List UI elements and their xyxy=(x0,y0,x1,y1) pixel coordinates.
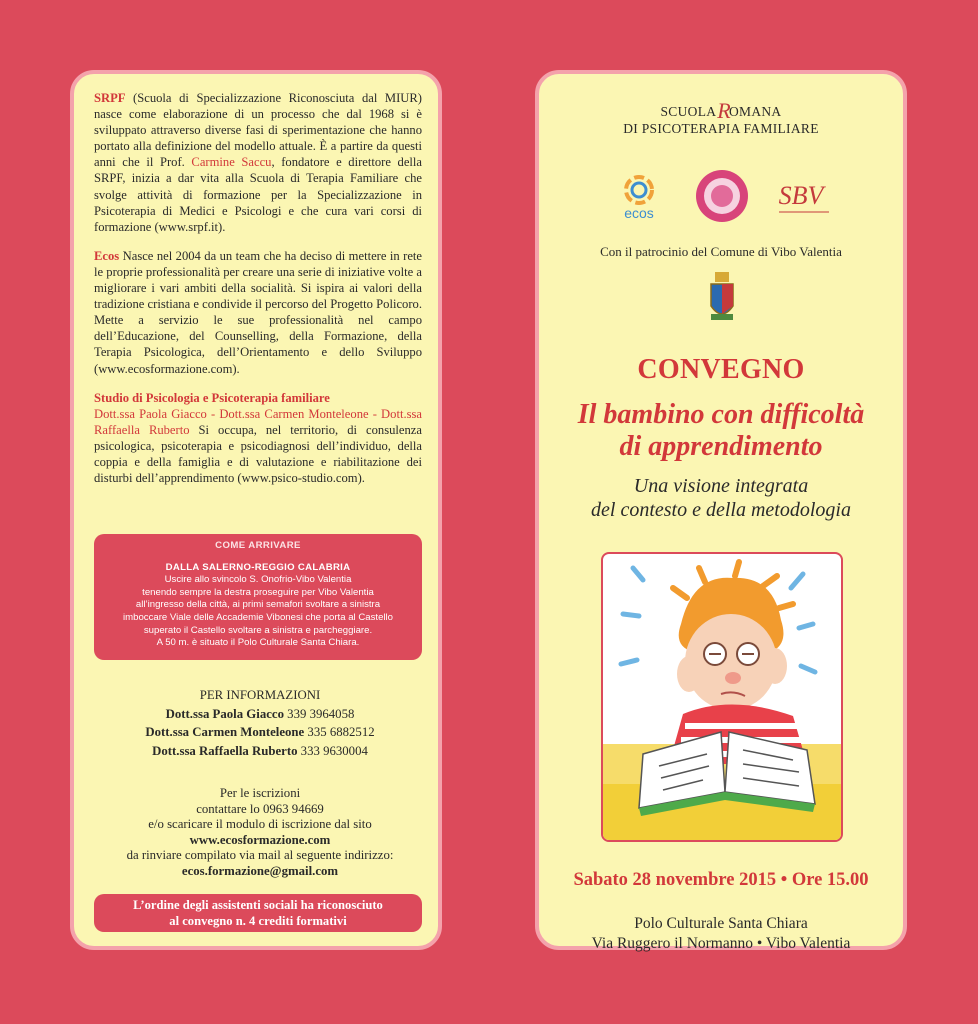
event-venue xyxy=(539,892,903,954)
registration-block xyxy=(74,786,446,879)
contact-name: Dott.ssa Carmen Monteleone xyxy=(145,725,305,739)
event-subtitle-line: Una visione integrata xyxy=(633,475,809,497)
contact-phone: 339 3964058 xyxy=(283,706,355,721)
school-post: OMANA xyxy=(728,104,782,119)
event-title xyxy=(539,399,903,463)
child-reading-illustration xyxy=(601,552,843,842)
organizations-text xyxy=(94,90,422,486)
left-panel xyxy=(70,70,442,950)
directions-box xyxy=(94,534,422,660)
school-line-1 xyxy=(539,98,903,123)
ecos-name: Ecos xyxy=(94,248,120,263)
directions-line: imboccare Viale delle Accademie Vibonesi che porta al Castello xyxy=(122,611,394,623)
school-line-2: DI PSICOTERAPIA FAMILIARE xyxy=(623,121,819,136)
right-panel xyxy=(535,70,907,950)
venue-address: Via Ruggero il Normanno • Vibo Valentia xyxy=(591,935,851,952)
directions-line: all’ingresso della città, ai primi semafori svoltare a sinistra xyxy=(135,599,381,611)
contact-row xyxy=(74,742,446,761)
event-date: Sabato 28 novembre 2015 • Ore 15.00 xyxy=(573,870,869,890)
registration-line: contattare lo 0963 94669 xyxy=(196,801,324,816)
srpf-text: (Scuola di Specializzazione Riconosciuta dal MIUR) nasce come elaborazione di un processo che dal 1968 si è sviluppato attraverso diverse fasi di sperimentazione che hanno portato alla definizione del modello attuale. È a partire da questi anni che il Prof. xyxy=(94,91,422,170)
studio-people: Dott.ssa Paola Giacco - Dott.ssa Carmen Monteleone - Dott.ssa Raffaella Ruberto xyxy=(94,406,422,437)
ecos-logo-text: ecos xyxy=(624,205,654,221)
credits-box xyxy=(94,894,422,932)
ecos-logo xyxy=(624,177,654,221)
studio-name: Studio di Psicologia e Psicoterapia familiare xyxy=(94,390,330,405)
contact-row xyxy=(74,723,446,742)
partner-logos xyxy=(539,166,903,230)
contact-row xyxy=(74,705,446,724)
sbv-logo xyxy=(779,181,829,212)
school-name xyxy=(539,98,903,137)
srpf-person: Carmine Saccu xyxy=(191,155,272,170)
registration-email-link[interactable]: ecos.formazione@gmail.com xyxy=(181,863,339,878)
contact-phone: 335 6882512 xyxy=(304,725,375,739)
studio-text: Si occupa, nel territorio, di consulenza psicologica, psicoterapia e psicodiagnosi dell’individuo, della coppia e della famiglia e di valutazione e riabilitazione dei disturbi dell’apprendimento (www.psico-studio.com). xyxy=(94,422,422,486)
ecos-text: Nasce nel 2004 da un team che ha deciso di mettere in rete le proprie professionalità per creare una serie di iniziative volte a migliorare i vari ambiti della socialità. Si ispira ai valori della tradizione cristiana e condivide il percorso del Progetto Policoro. Mette a servizio le sue professionalità nel campo dell’Educazione, del Counselling, della Formazione, della Terapia Psicologica, dell’Orientamento e dello Sviluppo (www.ecosformazione.com). xyxy=(94,248,422,376)
srpf-paragraph xyxy=(94,90,422,235)
srpf-name: SRPF xyxy=(94,91,126,105)
info-block xyxy=(74,686,446,760)
logos-row xyxy=(539,166,903,230)
event-title-line: di apprendimento xyxy=(619,431,823,462)
directions-line: Uscire allo svincolo S. Onofrio-Vibo Valentia xyxy=(164,574,352,586)
credits-line: L’ordine degli assistenti sociali ha riconosciuto xyxy=(133,898,383,912)
info-title: PER INFORMAZIONI xyxy=(199,688,321,702)
srpf-text-2: , fondatore e direttore della SRPF, inizia a dar vita alla Scuola di Terapia Familiare che svolge attività di formazione per la Specializzazione in Psicoterapia di Medici e Psicologi e che cura vari corsi di formazione (www.srpf.it). xyxy=(94,155,423,234)
contact-name: Dott.ssa Paola Giacco xyxy=(165,706,284,721)
directions-line: superato il Castello svoltare a sinistra e parcheggiare. xyxy=(143,624,373,636)
city-crest-icon xyxy=(707,270,737,326)
event-title-line: Il bambino con difficoltà xyxy=(577,399,865,430)
credits-line: al convegno n. 4 crediti formativi xyxy=(169,914,347,928)
registration-line: Per le iscrizioni xyxy=(219,786,301,800)
contact-phone: 333 9630004 xyxy=(297,743,368,758)
event-subtitle-line: del contesto e della metodologia xyxy=(591,499,851,521)
event-type: CONVEGNO xyxy=(637,354,805,385)
registration-line: da rinviare compilato via mail al seguente indirizzo: xyxy=(126,848,394,862)
registration-website-link[interactable]: www.ecosformazione.com xyxy=(189,832,331,847)
studio-paragraph xyxy=(94,390,422,487)
registration-line: e/o scaricare il modulo di iscrizione dal sito xyxy=(148,817,372,831)
venue-name: Polo Culturale Santa Chiara xyxy=(634,915,808,932)
event-subtitle xyxy=(539,474,903,522)
directions-subtitle: DALLA SALERNO-REGGIO CALABRIA xyxy=(165,561,351,573)
directions-line: A 50 m. è situato il Polo Culturale Santa Chiara. xyxy=(156,637,360,649)
directions-title: COME ARRIVARE xyxy=(215,540,301,551)
patronage-text: Con il patrocinio del Comune di Vibo Valentia xyxy=(600,244,842,259)
school-pre: SCUOLA xyxy=(660,104,720,119)
sbv-logo-text: SBV xyxy=(778,181,824,210)
ecos-paragraph xyxy=(94,248,422,377)
seal-logo xyxy=(696,170,748,222)
school-r-logo: R xyxy=(717,98,731,123)
child-reading-image xyxy=(603,554,841,840)
directions-line: tenendo sempre la destra proseguire per Vibo Valentia xyxy=(142,586,374,598)
contact-name: Dott.ssa Raffaella Ruberto xyxy=(152,743,298,758)
